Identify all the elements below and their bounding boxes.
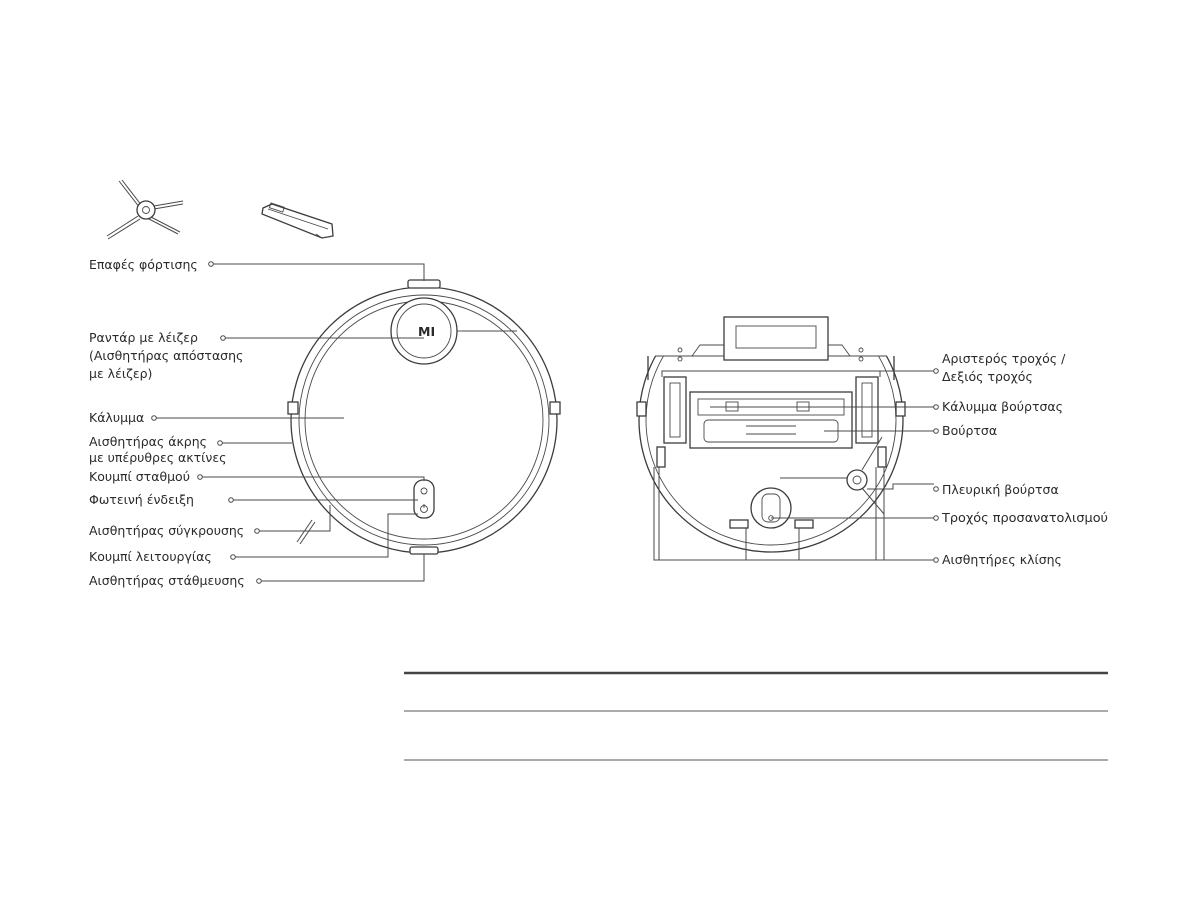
- label-edge-sensor-line2: με υπέρυθρες ακτίνες: [89, 450, 227, 465]
- label-indicator: Φωτεινή ένδειξη: [89, 492, 194, 507]
- label-main-brush: Βούρτσα: [942, 423, 998, 438]
- label-laser-radar: Ραντάρ με λέιζερ: [89, 330, 198, 345]
- label-edge-sensor: Αισθητήρας άκρης: [89, 434, 208, 449]
- label-wheels-line2: Δεξιός τροχός: [942, 369, 1033, 384]
- label-dock-button: Κουμπί σταθμού: [89, 469, 190, 484]
- label-laser-radar-line2: (Αισθητήρας απόστασης: [89, 348, 244, 363]
- mi-logo: MI: [418, 324, 436, 339]
- label-cover: Κάλυμμα: [89, 410, 145, 425]
- label-cliff-sensors: Αισθητήρες κλίσης: [942, 552, 1062, 567]
- label-collision-sensor: Αισθητήρας σύγκρουσης: [89, 523, 245, 538]
- robot-bottom-view: [637, 280, 905, 552]
- label-omni-wheel: Τροχός προσανατολισμού: [940, 510, 1108, 525]
- label-brush-cover: Κάλυμμα βούρτσας: [942, 399, 1064, 414]
- label-side-brush: Πλευρική βούρτσα: [942, 482, 1059, 497]
- robot-top-view: [288, 280, 560, 554]
- label-wheels: Αριστερός τροχός /: [942, 351, 1066, 366]
- side-brush-accessory-icon: [107, 180, 183, 239]
- label-charging-contacts: Επαφές φόρτισης: [89, 257, 198, 272]
- label-power-button: Κουμπί λειτουργίας: [89, 549, 212, 564]
- label-laser-radar-line3: με λέιζερ): [89, 366, 153, 381]
- cleaning-tool-accessory-icon: [262, 203, 333, 238]
- label-docking-sensor: Αισθητήρας στάθμευσης: [89, 573, 245, 588]
